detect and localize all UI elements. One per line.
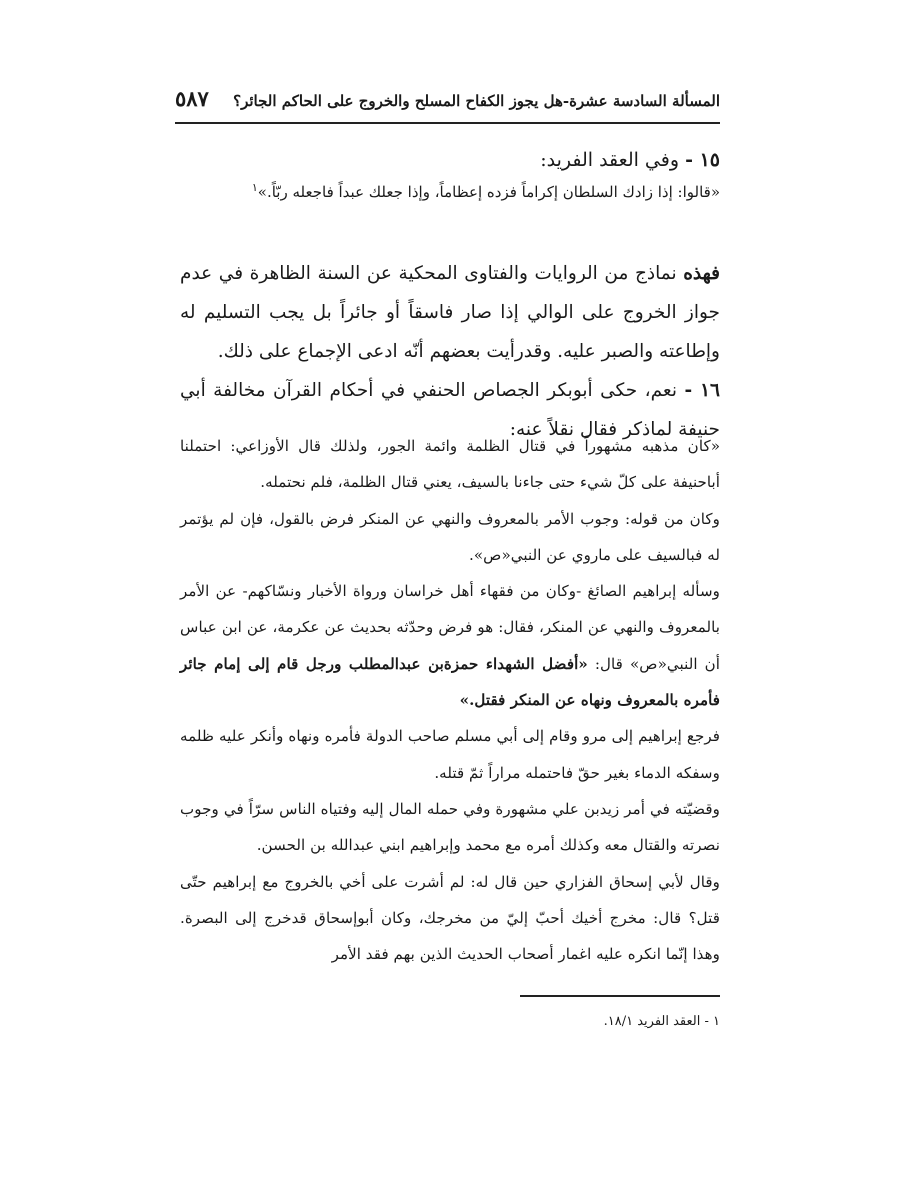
quote-paragraph: وكان من قوله: وجوب الأمر بالمعروف والنهي عن المنكر فرض بالقول، فإن لم يؤتمر له فبالسيف على ماروي عن النبي«ص». (180, 509, 720, 564)
footnote-reference: ١ (251, 181, 258, 194)
hadith-quote: «أفضل الشهداء حمزةبن عبدالمطلب ورجل قام إلى إمام جائر فأمره بالمعروف ونهاه عن المنكر فقتل.» (180, 654, 720, 710)
section-15-number: ١٥ - (685, 149, 720, 171)
quote-text: «قالوا: إذا زادك السلطان إكراماً فزده إعظاماً، وإذا جعلك عبداً فاجعله ربّاً.» (257, 183, 720, 201)
quote-paragraph: فرجع إبراهيم إلى مرو وقام إلى أبي مسلم صاحب الدولة فأمره ونهاه وأنكر عليه ظلمه وسفكه الدماء بغير حقّ فاحتمله مراراً ثمّ قتله. (180, 727, 720, 782)
running-title: المسألة السادسة عشرة-هل يجوز الكفاح المسلح والخروج على الحاكم الجائر؟ (233, 92, 720, 110)
quote-paragraph: «كان مذهبه مشهوراً في قتال الظلمة وائمة الجور، ولذلك قال الأوزاعي: احتملنا أباحنيفة على كلّ شيء حتى جاءنا بالسيف، يعني قتال الظلمة، فلم نحتمله. (180, 437, 720, 492)
footnote-separator (520, 995, 720, 997)
quote-paragraph: وقال لأبي إسحاق الفزاري حين قال له: لم أشرت على أخي بالخروج مع إبراهيم حتّى قتل؟ قال: مخرج أخيك أحبّ إليّ من مخرجك، وكان أبوإسحاق قدخرج إلى البصرة. وهذا إنّما انكره عليه اغمار أصحاب الحديث الذين بهم فقد الأمر (180, 872, 720, 964)
footnote: ١ - العقد الفريد ١٨/١. (603, 1014, 720, 1029)
section-16-number: ١٦ - (684, 380, 720, 401)
quote-paragraph-text: وسأله إبراهيم الصائغ -وكان من فقهاء أهل خراسان ورواة الأخبار ونسّاكهم- عن الأمر بالمعروف والنهي عن المنكر، فقال: هو فرض وحدّثه بحديث عن عكرمة، عن ابن عباس أن النبي«ص» قال: (180, 582, 720, 673)
section-15-heading (180, 143, 720, 177)
section-16-text: نعم، حكى أبوبكر الجصاص الحنفي في أحكام القرآن مخالفة أبي حنيفة لماذكر فقال نقلاً عنه: (180, 380, 720, 440)
jassas-quotation (180, 428, 720, 972)
section-15-quote (160, 177, 720, 207)
running-header (175, 82, 720, 124)
section-15-title: وفي العقد الفريد: (540, 149, 686, 171)
page-number: ٥٨٧ (175, 86, 209, 111)
quote-paragraph: وقضيّته في أمر زيدبن علي مشهورة وفي حمله المال إليه وفتياه الناس سرّاً في وجوب نصرته والقتال معه وكذلك أمره مع محمد وإبراهيم ابني عبدالله بن الحسن. (180, 799, 720, 855)
paragraph-lead-word: فهذه (683, 263, 720, 284)
paragraph-body: نماذج من الروايات والفتاوى المحكية عن السنة الظاهرة في عدم جواز الخروج على الوالي إذا صار فاسقاً أو جائراً بل يجب التسليم له وإطاعته والصبر عليه. وقدرأيت بعضهم أنّه ادعى الإجماع على ذلك. (180, 263, 720, 362)
main-paragraph (180, 254, 720, 449)
quote-paragraph (180, 573, 720, 718)
